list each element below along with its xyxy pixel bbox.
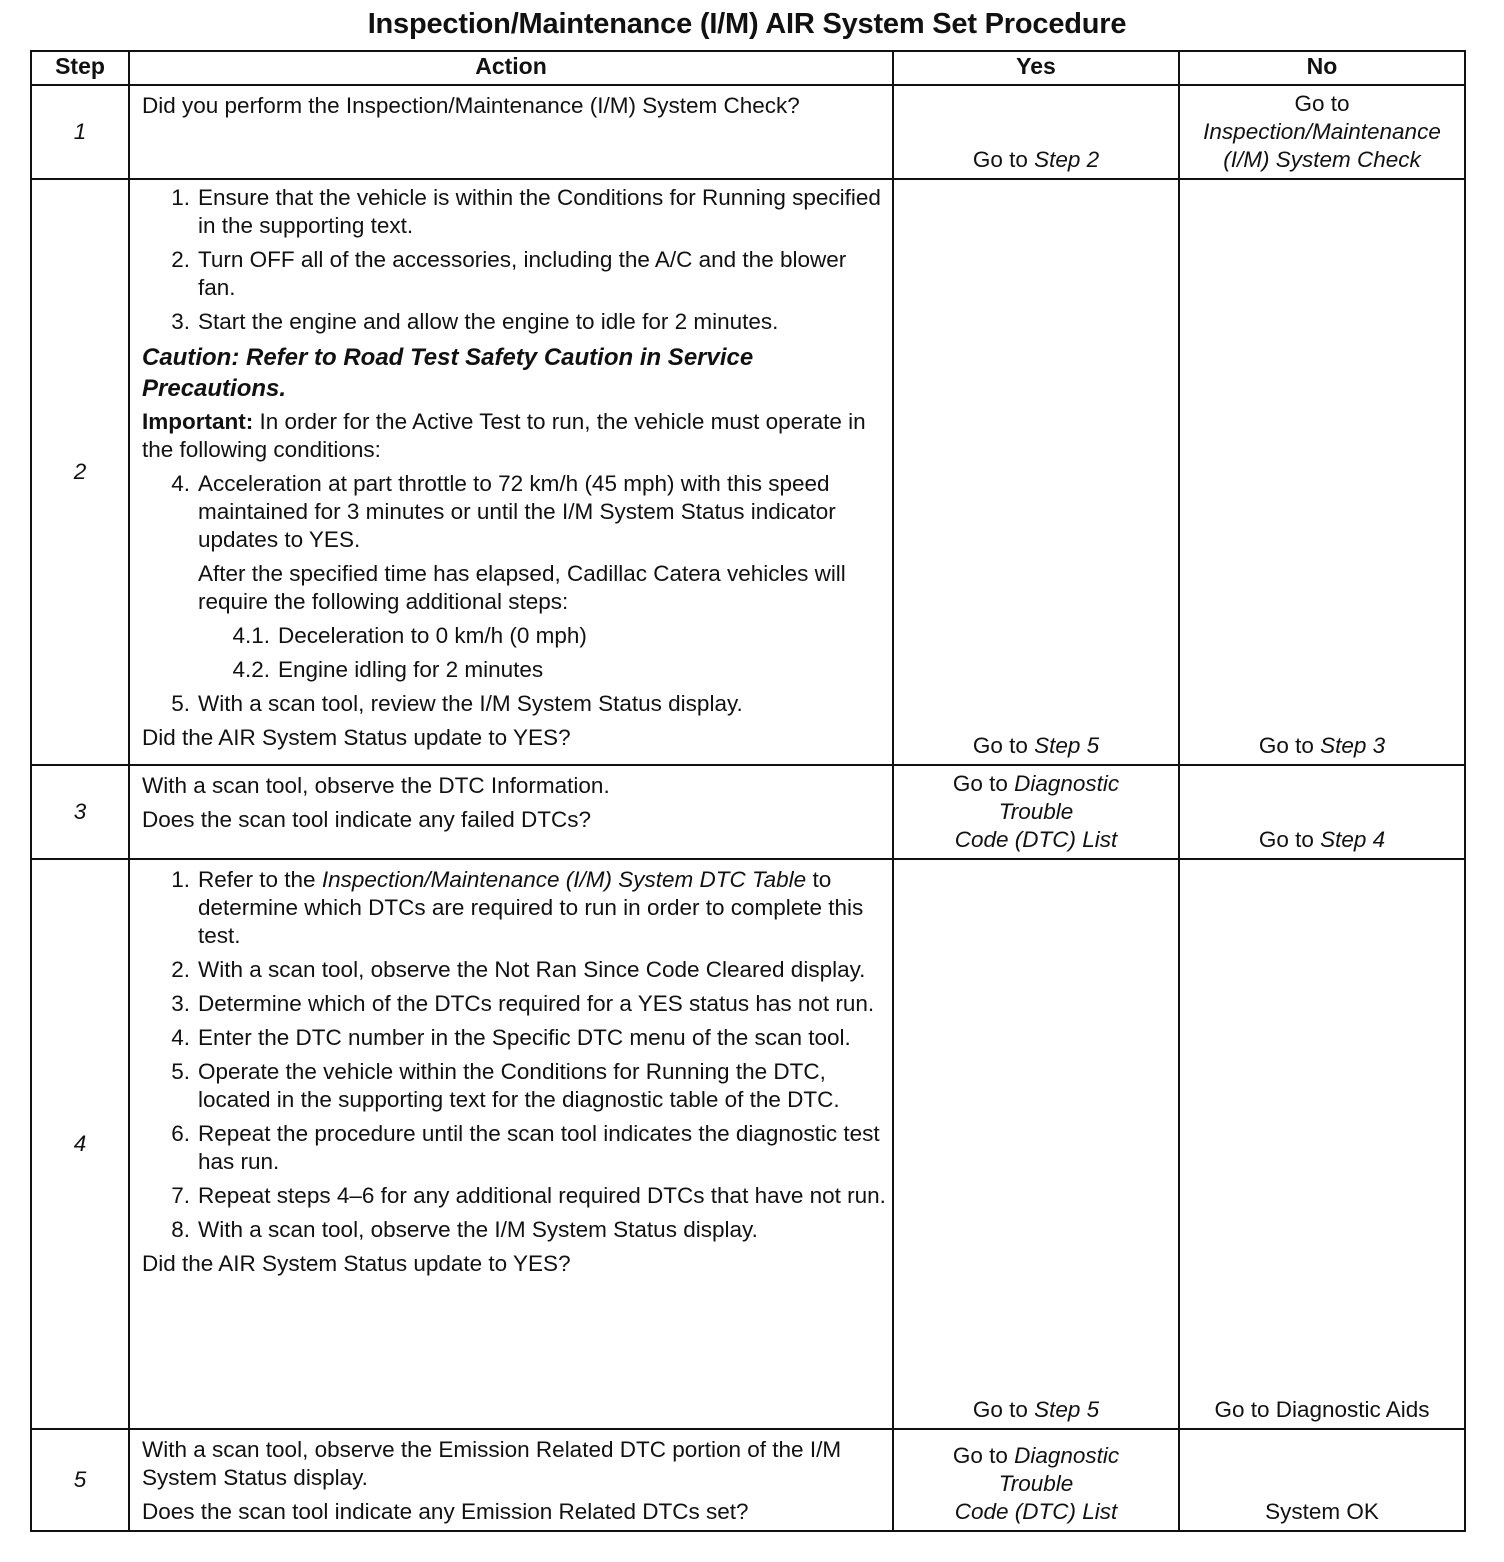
yes-link[interactable]: Code (DTC) List [954,1499,1118,1524]
list-item [142,308,886,336]
yes-link[interactable]: Step 5 [1034,733,1100,758]
list-item-text: Repeat steps 4–6 for any additional required DTCs that have not run. [198,1183,886,1208]
yes-prefix: Go to [972,147,1035,172]
list-item-number: 8. [171,1217,190,1242]
sub-list-item-number: 4.2. [232,657,270,682]
yes-link[interactable]: Trouble [998,1471,1074,1496]
yes-prefix: Go to [972,1397,1035,1422]
yes-cell [893,765,1179,859]
list-item-number: 7. [171,1183,190,1208]
procedure-table [30,50,1466,1532]
dtc-table-link[interactable]: Inspection/Maintenance (I/M) System DTC Table [321,867,807,892]
table-row-step-4 [31,859,1465,1429]
list-item-text: With a scan tool, observe the I/M System Status display. [198,1217,758,1242]
list-item-text: Repeat the procedure until the scan tool indicates the diagnostic test has run. [198,1121,880,1174]
table-row-step-1 [31,85,1465,179]
no-cell [1179,179,1465,765]
list-item-number: 2. [171,247,190,272]
list-item-number: 2. [171,957,190,982]
list-item-text: Enter the DTC number in the Specific DTC menu of the scan tool. [198,1025,851,1050]
list-item-number: 1. [171,867,190,892]
list-item [142,184,886,240]
list-item-text: Operate the vehicle within the Conditions for Running the DTC, located in the supporting text for the diagnostic table of the DTC. [198,1059,840,1112]
yes-cell [893,179,1179,765]
action-question: Did the AIR System Status update to YES? [142,1251,571,1276]
list-item [142,956,886,984]
list-item [142,990,886,1018]
header-yes: Yes [893,51,1179,85]
no-prefix: Go to [1258,827,1321,852]
table-row-step-2 [31,179,1465,765]
no-link[interactable]: Step 4 [1320,827,1386,852]
yes-cell [893,85,1179,179]
list-item-number: 3. [171,991,190,1016]
sub-list-item-number: 4.1. [232,623,270,648]
list-item-text: Acceleration at part throttle to 72 km/h (45 mph) with this speed maintained for 3 minutes or until the I/M System Status indicator updates to YES. [198,471,836,552]
list-item [142,246,886,302]
list-item [142,1216,886,1244]
list-item-text: Determine which of the DTCs required for a YES status has not run. [198,991,875,1016]
no-cell [1179,85,1465,179]
yes-prefix: Go to [952,1443,1015,1468]
list-item-number: 3. [171,309,190,334]
step-number: 2 [31,179,129,765]
no-cell [1179,1429,1465,1531]
action-cell [129,765,893,859]
list-item [142,866,886,950]
header-no: No [1179,51,1465,85]
header-step: Step [31,51,129,85]
sub-list-item [142,656,886,684]
list-item-number: 4. [171,471,190,496]
list-item-text: With a scan tool, review the I/M System Status display. [198,691,743,716]
list-item [142,1120,886,1176]
no-cell [1179,765,1465,859]
no-link[interactable]: Inspection/Maintenance (I/M) System Check [1203,119,1441,172]
list-item-text: With a scan tool, observe the Not Ran Since Code Cleared display. [198,957,866,982]
important-note [142,408,886,464]
action-cell [129,859,893,1429]
no-prefix: Go to [1294,91,1350,116]
header-row [31,51,1465,85]
important-label: Important: [142,409,254,434]
yes-link[interactable]: Step 5 [1034,1397,1100,1422]
action-line: With a scan tool, observe the Emission Related DTC portion of the I/M System Status display. [142,1437,842,1490]
action-question: Did the AIR System Status update to YES? [142,725,571,750]
yes-cell [893,859,1179,1429]
header-action: Action [129,51,893,85]
yes-link[interactable]: Diagnostic [1014,771,1120,796]
list-item-text-prefix: Refer to the [198,867,322,892]
sub-list-item [142,622,886,650]
yes-link[interactable]: Diagnostic [1014,1443,1120,1468]
list-item [142,1024,886,1052]
caution-note: Caution: Refer to Road Test Safety Caution in Service Precautions. [142,344,754,402]
action-question: Does the scan tool indicate any failed DTCs? [142,807,591,832]
table-row-step-5 [31,1429,1465,1531]
step-number: 3 [31,765,129,859]
action-question: Does the scan tool indicate any Emission Related DTCs set? [142,1499,749,1524]
action-cell [129,85,893,179]
sub-list-item-text: Engine idling for 2 minutes [278,657,544,682]
page-title: Inspection/Maintenance (I/M) AIR System Set Procedure [367,8,1127,40]
list-item-text-suffix: to determine which DTCs are required to run in order to complete this test. [198,867,864,948]
list-item [142,690,886,718]
list-item-number: 5. [171,691,190,716]
action-cell [129,1429,893,1531]
step-number: 1 [31,85,129,179]
yes-link[interactable]: Step 2 [1034,147,1100,172]
list-item-number: 4. [171,1025,190,1050]
yes-prefix: Go to [952,771,1015,796]
no-result: System OK [1265,1499,1379,1524]
list-item [142,1058,886,1114]
list-item-number: 5. [171,1059,190,1084]
yes-link[interactable]: Code (DTC) List [954,827,1118,852]
list-item-text: Start the engine and allow the engine to idle for 2 minutes. [198,309,779,334]
action-question: Did you perform the Inspection/Maintenance (I/M) System Check? [142,93,800,118]
list-item [142,470,886,554]
no-cell [1179,859,1465,1429]
yes-prefix: Go to [972,733,1035,758]
action-cell [129,179,893,765]
no-prefix: Go to [1258,733,1321,758]
list-item-number: 1. [171,185,190,210]
step-number: 4 [31,859,129,1429]
list-item-number: 6. [171,1121,190,1146]
list-item-text: Ensure that the vehicle is within the Conditions for Running specified in the supporting text. [198,185,881,238]
important-text: In order for the Active Test to run, the vehicle must operate in the following conditions: [142,409,866,462]
yes-link[interactable]: Trouble [998,799,1074,824]
sub-list-item-text: Deceleration to 0 km/h (0 mph) [278,623,587,648]
item-note: After the specified time has elapsed, Cadillac Catera vehicles will require the following additional steps: [198,561,846,614]
yes-cell [893,1429,1179,1531]
table-row-step-3 [31,765,1465,859]
step-number: 5 [31,1429,129,1531]
list-item-text: Turn OFF all of the accessories, including the A/C and the blower fan. [198,247,847,300]
no-link[interactable]: Step 3 [1320,733,1386,758]
list-item-text [198,866,886,950]
list-item [142,1182,886,1210]
action-line: With a scan tool, observe the DTC Information. [142,773,610,798]
no-link[interactable]: Go to Diagnostic Aids [1214,1397,1430,1422]
